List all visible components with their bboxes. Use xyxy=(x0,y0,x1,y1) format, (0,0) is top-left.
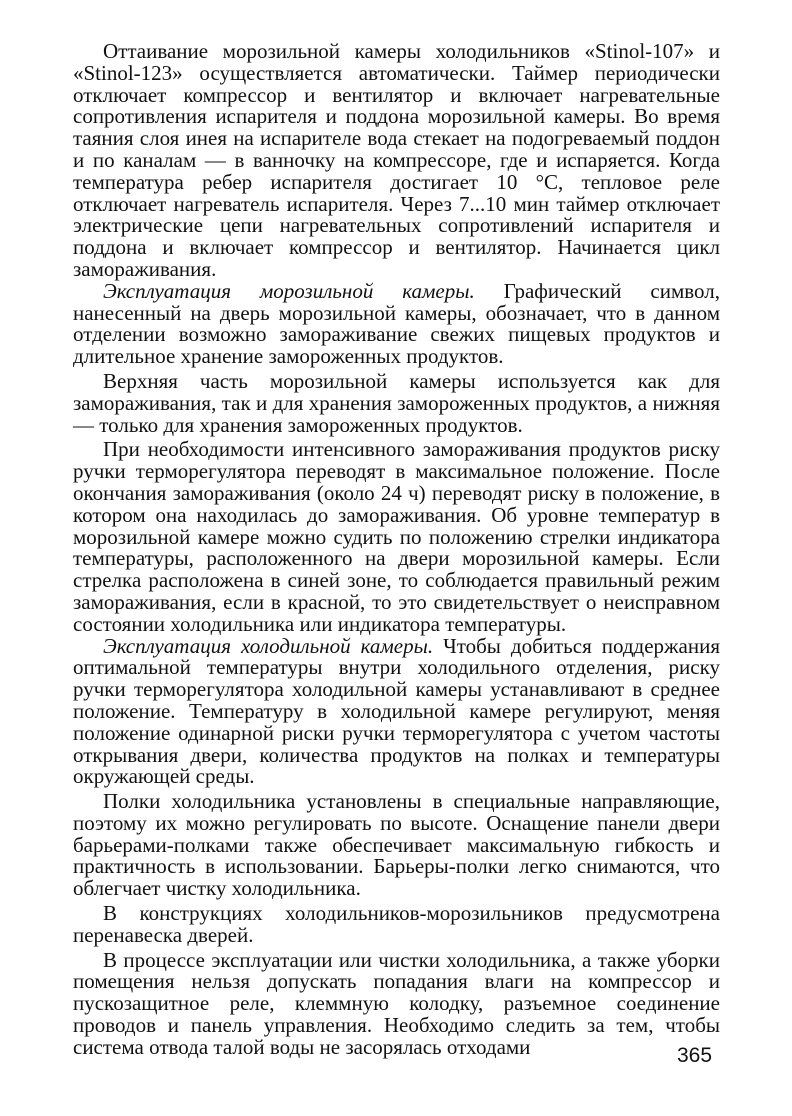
paragraph-freezer-sections xyxy=(73,368,720,437)
paragraph-lead: Эксплуатация холодильной камеры. xyxy=(103,633,434,658)
paragraph-text: Чтобы добиться поддержания оптимальной температуры внутри холодильного отделения, риску ручки терморегулятора холодильной камеры устанавливают в среднее положение. Температуру в холодильной камере регулируют, меняя положение одинарной риски ручки терморегулятора с учетом частоты открывания двери, количества продуктов на полках и температуры окружающей среды. xyxy=(73,633,720,789)
paragraph-text: Полки холодильника установлены в специальные направляющие, поэтому их можно регулировать по высоте. Оснащение панели двери барьерами-полками также обеспечивает максимальную гибкость и практичность в использовании. Барьеры-полки легко снимаются, что облегчает чистку холодильника. xyxy=(73,789,720,901)
paragraph-text: При необходимости интенсивного замораживания продуктов риску ручки терморегулятора переводят в максимальное положение. После окончания замораживания (около 24 ч) переводят риску в положение, в котором она находилась до замораживания. Об уровне температур в морозильной камере можно судить по положению стрелки индикатора температуры, расположенного на двери морозильной камеры. Если стрелка расположена в синей зоне, то соблюдается правильный режим замораживания, если в красной, то это свидетельствует о неисправном состоянии холодильника или индикатора температуры. xyxy=(73,437,720,636)
page-number: 365 xyxy=(677,1044,713,1067)
paragraph-fridge-operation xyxy=(73,633,720,789)
paragraph-moisture-warning xyxy=(73,947,720,1059)
paragraph-text: В процессе эксплуатации или чистки холодильника, а также уборки помещения нельзя допускать попадания влаги на компрессор и пускозащитное реле, клеммную колодку, разъемное соединение проводов и панель управления. Необходимо следить за тем, чтобы система отвода талой воды не засорялась отходами xyxy=(73,947,720,1059)
paragraph-intensive-freezing xyxy=(73,439,720,635)
paragraph-door-rehanging xyxy=(73,903,720,947)
paragraph-text: В конструкциях холодильников-морозильников предусмотрена перенавеска дверей. xyxy=(73,901,720,947)
paragraph-defrost xyxy=(73,41,720,281)
paragraph-text: Графический символ, нанесенный на дверь морозильной камеры, обозначает, что в данном отделении возможно замораживание свежих пищевых продуктов и длительное хранение замороженных продуктов. xyxy=(73,278,720,369)
body-text xyxy=(73,41,720,1059)
paragraph-shelves xyxy=(73,791,720,900)
paragraph-text: Оттаивание морозильной камеры холодильников «Stinol-107» и «Stinol-123» осуществляется автоматически. Таймер периодически отключает компрессор и вентилятор и включает нагревательные сопротивления испарителя и поддона морозильной камеры. Во время таяния слоя инея на испарителе вода стекает на подогреваемый поддон и по каналам — в ванночку на компрессоре, где и испаряется. Когда температура ребер испарителя достигает 10 °С, тепловое реле отключает нагреватель испарителя. Через 7...10 мин таймер отключает электрические цепи нагревательных сопротивлений испарителя и поддона и включает компрессор и вентилятор. Начинается цикл замораживания. xyxy=(73,39,720,281)
paragraph-lead: Эксплуатация морозильной камеры. xyxy=(103,278,475,303)
paragraph-text: Верхняя часть морозильной камеры используется как для замораживания, так и для хранения замороженных продуктов, а нижняя — только для хранения замороженных продуктов. xyxy=(73,368,720,437)
paragraph-freezer-operation xyxy=(73,278,720,369)
